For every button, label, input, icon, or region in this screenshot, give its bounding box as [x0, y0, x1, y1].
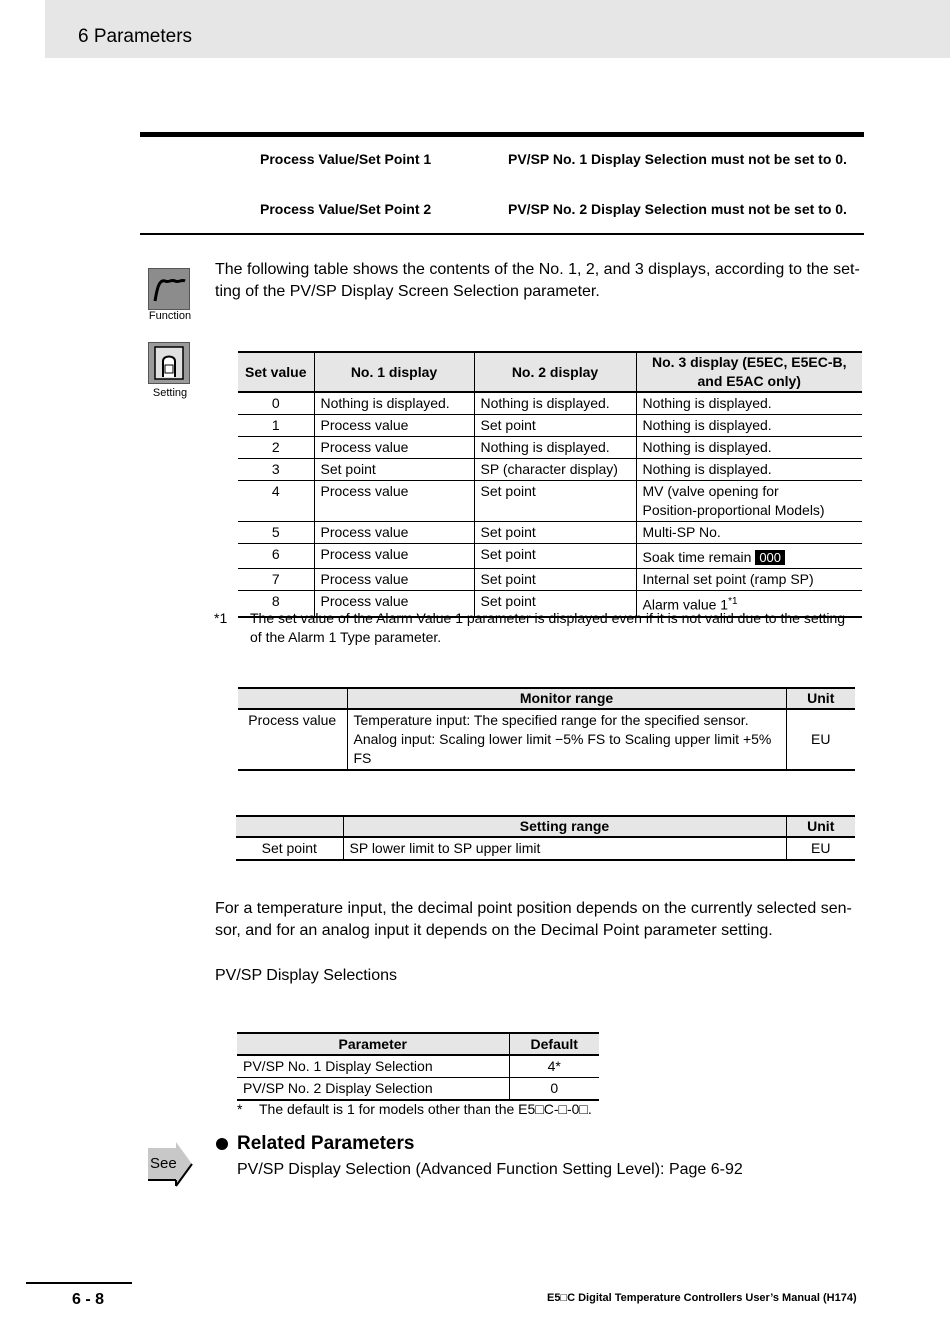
default-footnote: The default is 1 for models other than the E5□C-□-0□.: [259, 1101, 592, 1117]
header-blank: [236, 816, 343, 837]
cell-set-value: 5: [238, 522, 314, 544]
table-row: [238, 459, 862, 481]
footnote-mark: *1: [214, 610, 228, 626]
table-row: [237, 1078, 599, 1101]
header-parameter: Parameter: [237, 1033, 509, 1055]
cell-set-value: 2: [238, 437, 314, 459]
table-row: [238, 392, 862, 415]
footnote-line1: The set value of the Alarm Value 1 parameter is displayed even if it is not valid due to the setting: [250, 610, 846, 626]
decimal-point-para-line1: For a temperature input, the decimal point position depends on the currently selected sen-: [215, 900, 852, 917]
cell-no1: Process value: [314, 544, 474, 569]
cell-no3: Nothing is displayed.: [636, 437, 862, 459]
related-parameters-link[interactable]: PV/SP Display Selection (Advanced Function Setting Level): Page 6-92: [237, 1161, 743, 1178]
cell-set-value: 1: [238, 415, 314, 437]
header-no1-display: No. 1 display: [314, 352, 474, 392]
footnote-reference: *1: [728, 596, 738, 607]
bullet-icon: [216, 1138, 228, 1150]
cell-no3: Multi-SP No.: [636, 522, 862, 544]
header-blank: [238, 688, 347, 709]
header-no3-line1: No. 3 display (E5EC, E5EC-B,: [652, 354, 847, 370]
setting-icon-label: Setting: [152, 387, 188, 399]
cell-no1: Process value: [314, 437, 474, 459]
condition-requirement-2: PV/SP No. 2 Display Selection must not be set to 0.: [508, 201, 847, 217]
cell-no2: Set point: [474, 522, 636, 544]
unit-cell: EU: [786, 709, 855, 770]
cell-default: 0: [509, 1078, 599, 1101]
header-default: Default: [509, 1033, 599, 1055]
setting-range-table: [236, 815, 855, 861]
page-section-title: 6 Parameters: [78, 26, 193, 47]
table-row: [238, 709, 855, 770]
cell-no1: Process value: [314, 591, 474, 617]
cell-no2: Set point: [474, 569, 636, 591]
table-header-row: [238, 688, 855, 709]
conditions-top-rule: [140, 132, 864, 137]
cell-no3: Nothing is displayed.: [636, 392, 862, 415]
cell-set-value: 6: [238, 544, 314, 569]
monitor-range-cell: [347, 709, 786, 770]
cell-default: 4*: [509, 1055, 599, 1078]
cell-no3: Nothing is displayed.: [636, 415, 862, 437]
cell-no1: Process value: [314, 415, 474, 437]
display-selection-table: [238, 351, 862, 618]
header-monitor-range: Monitor range: [347, 688, 786, 709]
header-no3-display: [636, 352, 862, 392]
table-row: [238, 522, 862, 544]
function-icon-label: Function: [148, 310, 192, 322]
cell-no3-line2: Position-proportional Models): [642, 502, 825, 518]
monitor-range-line2: Analog input: Scaling lower limit −5% FS to Scaling upper limit +5%: [353, 731, 772, 747]
see-label: See: [150, 1155, 177, 1172]
setting-range-cell: SP lower limit to SP upper limit: [343, 837, 786, 860]
cell-no2: Nothing is displayed.: [474, 437, 636, 459]
cell-no1: Process value: [314, 569, 474, 591]
table-row: [238, 415, 862, 437]
cell-no2: Set point: [474, 415, 636, 437]
conditions-bottom-rule: [140, 233, 864, 235]
segment-display-chip: 000: [755, 550, 785, 565]
cell-no1: Process value: [314, 481, 474, 522]
row-label: Process value: [238, 709, 347, 770]
condition-name-1: Process Value/Set Point 1: [260, 151, 432, 167]
monitor-range-table: [238, 687, 855, 771]
cell-no3: [636, 481, 862, 522]
manual-title: E5□C Digital Temperature Controllers User’s Manual (H174): [547, 1292, 857, 1304]
default-footnote-mark: *: [237, 1101, 243, 1117]
table-row: [238, 544, 862, 569]
cell-parameter: PV/SP No. 2 Display Selection: [237, 1078, 509, 1101]
cell-set-value: 8: [238, 591, 314, 617]
setting-icon: [148, 342, 190, 384]
default-table: [237, 1032, 599, 1101]
cell-no1: Set point: [314, 459, 474, 481]
cell-no3-text: Alarm value 1: [642, 596, 729, 613]
header-setting-range: Setting range: [343, 816, 786, 837]
function-description-line2: ting of the PV/SP Display Screen Selection parameter.: [215, 283, 600, 300]
header-no2-display: No. 2 display: [474, 352, 636, 392]
cell-no1: Process value: [314, 522, 474, 544]
selections-title: PV/SP Display Selections: [215, 967, 398, 984]
row-label: Set point: [236, 837, 343, 860]
cell-set-value: 0: [238, 392, 314, 415]
function-icon: [148, 268, 190, 310]
cell-no3-line1: MV (valve opening for: [642, 483, 779, 499]
function-description-line1: The following table shows the contents of the No. 1, 2, and 3 displays, according to the set-: [215, 261, 860, 278]
table-row: [238, 569, 862, 591]
monitor-range-line1: Temperature input: The specified range for the specified sensor.: [353, 712, 749, 728]
unit-cell: EU: [786, 837, 855, 860]
header-unit: Unit: [786, 816, 855, 837]
cell-no3: Internal set point (ramp SP): [636, 569, 862, 591]
condition-name-2: Process Value/Set Point 2: [260, 201, 432, 217]
table-header-row: [238, 352, 862, 392]
table-row: [237, 1055, 599, 1078]
decimal-point-para-line2: sor, and for an analog input it depends on the Decimal Point parameter setting.: [215, 922, 773, 939]
cell-no3-text: Soak time remain: [642, 549, 752, 565]
header-no3-line2: and E5AC only): [697, 373, 801, 389]
cell-no2: Nothing is displayed.: [474, 392, 636, 415]
cell-set-value: 3: [238, 459, 314, 481]
cell-parameter: PV/SP No. 1 Display Selection: [237, 1055, 509, 1078]
cell-no3: [636, 544, 862, 569]
cell-no2: Set point: [474, 481, 636, 522]
cell-no3: Nothing is displayed.: [636, 459, 862, 481]
table-header-row: [236, 816, 855, 837]
cell-set-value: 4: [238, 481, 314, 522]
cell-no2: SP (character display): [474, 459, 636, 481]
monitor-range-line3: FS: [353, 750, 372, 766]
header-set-value: Set value: [238, 352, 314, 392]
condition-requirement-1: PV/SP No. 1 Display Selection must not be set to 0.: [508, 151, 847, 167]
footnote-line2: of the Alarm 1 Type parameter.: [250, 629, 442, 645]
footer-rule: [26, 1282, 132, 1284]
table-row: [236, 837, 855, 860]
header-unit: Unit: [786, 688, 855, 709]
table-header-row: [237, 1033, 599, 1055]
cell-no1: Nothing is displayed.: [314, 392, 474, 415]
table-row: [238, 437, 862, 459]
page-number: 6 - 8: [72, 1291, 105, 1308]
related-parameters-heading: Related Parameters: [237, 1133, 415, 1154]
cell-no2: Set point: [474, 544, 636, 569]
cell-set-value: 7: [238, 569, 314, 591]
table-row: [238, 481, 862, 522]
cell-no2: Set point: [474, 591, 636, 617]
